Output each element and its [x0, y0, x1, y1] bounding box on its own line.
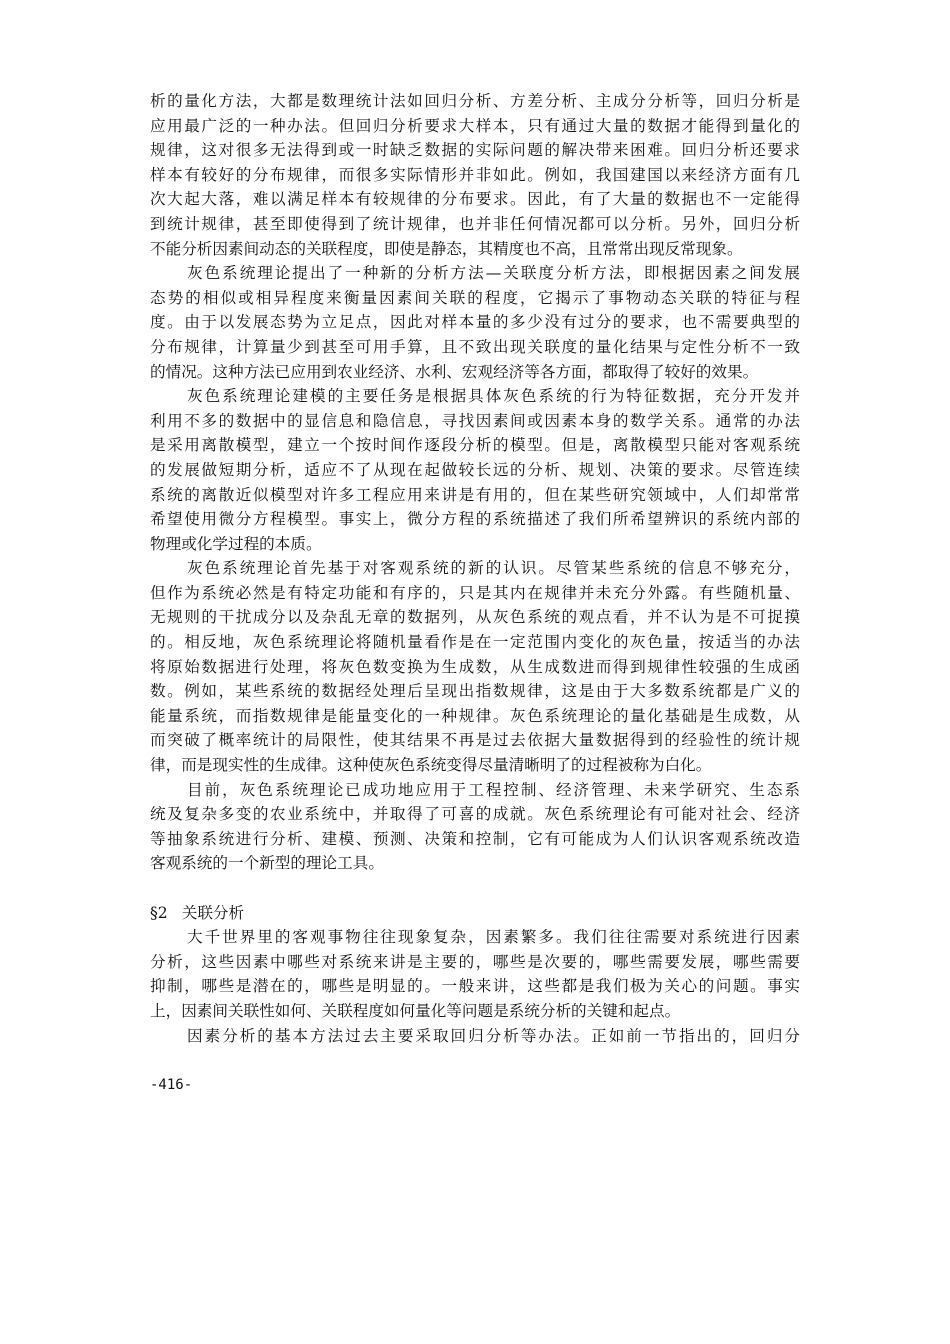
- text-line: 客观系统的一个新型的理论工具。: [150, 854, 384, 873]
- paragraph-2: [150, 261, 800, 384]
- section-heading: [150, 901, 800, 926]
- text-line: 系统的离散近似模型对许多工程应用来讲是有用的，但在某些研究领域中，人们却常常: [150, 485, 800, 504]
- text-line: 规律，这对很多无法得到或一时缺乏数据的实际问题的解决带来困难。回归分析还要求: [150, 141, 800, 160]
- text-line: 大千世界里的客观事物往往现象复杂，因素繁多。我们往往需要对系统进行因素: [187, 928, 800, 947]
- text-line: 上，因素间关联性如何、关联程度如何量化等问题是系统分析的关键和起点。: [150, 1001, 681, 1020]
- text-line: 将原始数据进行处理，将灰色数变换为生成数，从生成数进而得到规律性较强的生成函: [150, 657, 800, 676]
- text-line: 利用不多的数据中的显信息和隐信息，寻找因素间或因素本身的数学关系。通常的办法: [150, 411, 800, 430]
- text-line: 样本有较好的分布规律，而很多实际情形并非如此。例如，我国建国以来经济方面有几: [150, 165, 800, 184]
- section-paragraph-1: [150, 925, 800, 1023]
- section-paragraph-2: [150, 1024, 800, 1049]
- paragraph-4: [150, 556, 800, 777]
- text-line: 灰色系统理论建模的主要任务是根据具体灰色系统的行为特征数据，充分开发并: [187, 387, 800, 406]
- section-number: §2: [150, 903, 168, 922]
- text-line: 抑制，哪些是潜在的，哪些是明显的。一般来讲，这些都是我们极为关心的问题。事实: [150, 977, 800, 996]
- text-line: 的发展做短期分析，适应不了从现在起做较长远的分析、规划、决策的要求。尽管连续: [150, 460, 800, 479]
- text-line: 析的量化方法，大都是数理统计法如回归分析、方差分析、主成分分析等，回归分析是: [150, 92, 800, 110]
- text-line: 应用最广泛的一种办法。但回归分析要求大样本，只有通过大量的数据才能得到量化的: [150, 116, 800, 135]
- text-line: 灰色系统理论提出了一种新的分析方法—关联度分析方法，即根据因素之间发展: [187, 264, 800, 283]
- text-line: 而突破了概率统计的局限性，使其结果不再是过去依据大量数据得到的经验性的统计规: [150, 731, 800, 750]
- text-line: 目前，灰色系统理论已成功地应用于工程控制、经济管理、未来学研究、生态系: [187, 780, 800, 799]
- text-line: 的情况。这种方法已应用到农业经济、水利、宏观经济等各方面，都取得了较好的效果。: [150, 362, 759, 381]
- text-line: 希望使用微分方程模型。事实上，微分方程的系统描述了我们所希望辨识的系统内部的: [150, 510, 800, 529]
- body-text: [150, 89, 800, 1048]
- text-line: 分析，这些因素中哪些对系统来讲是主要的，哪些是次要的，哪些需要发展，哪些需要: [150, 952, 800, 971]
- section-title: 关联分析: [181, 903, 245, 922]
- text-line: 因素分析的基本方法过去主要采取回归分析等办法。正如前一节指出的，回归分: [187, 1026, 800, 1045]
- text-line: 到统计规律，甚至即使得到了统计规律，也并非任何情况都可以分析。另外，回归分析: [150, 214, 800, 233]
- text-line: 但作为系统必然是有特定功能和有序的，只是其内在规律并未充分外露。有些随机量、: [150, 583, 800, 602]
- blank-line: [150, 876, 800, 901]
- page-number: -416-: [150, 1077, 193, 1093]
- text-line: 物理或化学过程的本质。: [150, 534, 322, 553]
- text-line: 次大起大落，难以满足样本有较规律的分布要求。因此，有了大量的数据也不一定能得: [150, 190, 800, 209]
- text-line: 灰色系统理论首先基于对客观系统的新的认识。尽管某些系统的信息不够充分，: [187, 559, 800, 578]
- text-line: 是采用离散模型，建立一个按时间作逐段分析的模型。但是，离散模型只能对客观系统: [150, 436, 800, 455]
- text-line: 度。由于以发展态势为立足点，因此对样本量的多少没有过分的要求，也不需要典型的: [150, 313, 800, 332]
- text-line: 不能分析因素间动态的关联程度，即使是静态，其精度也不高，且常常出现反常现象。: [150, 239, 743, 258]
- text-line: 态势的相似或相异程度来衡量因素间关联的程度，它揭示了事物动态关联的特征与程: [150, 288, 800, 307]
- text-line: 分布规律，计算量少到甚至可用手算，且不致出现关联度的量化结果与定性分析不一致: [150, 337, 800, 356]
- text-line: 等抽象系统进行分析、建模、预测、决策和控制，它有可能成为人们认识客观系统改造: [150, 829, 800, 848]
- text-line: 的。相反地，灰色系统理论将随机量看作是在一定范围内变化的灰色量，按适当的办法: [150, 633, 800, 652]
- text-line: 数。例如，某些系统的数据经处理后呈现出指数规律，这是由于大多数系统都是广义的: [150, 682, 800, 701]
- text-line: 律，而是现实性的生成律。这种使灰色系统变得尽量清晰明了的过程被称为白化。: [150, 756, 712, 775]
- paragraph-3: [150, 384, 800, 556]
- text-line: 统及复杂多变的农业系统中，并取得了可喜的成就。灰色系统理论有可能对社会、经济: [150, 805, 800, 824]
- text-line: 能量系统，而指数规律是能量变化的一种规律。灰色系统理论的量化基础是生成数，从: [150, 706, 800, 725]
- paragraph-1: [150, 89, 800, 261]
- text-line: 无规则的干扰成分以及杂乱无章的数据列，从灰色系统的观点看，并不认为是不可捉摸: [150, 608, 800, 627]
- paragraph-5: [150, 778, 800, 876]
